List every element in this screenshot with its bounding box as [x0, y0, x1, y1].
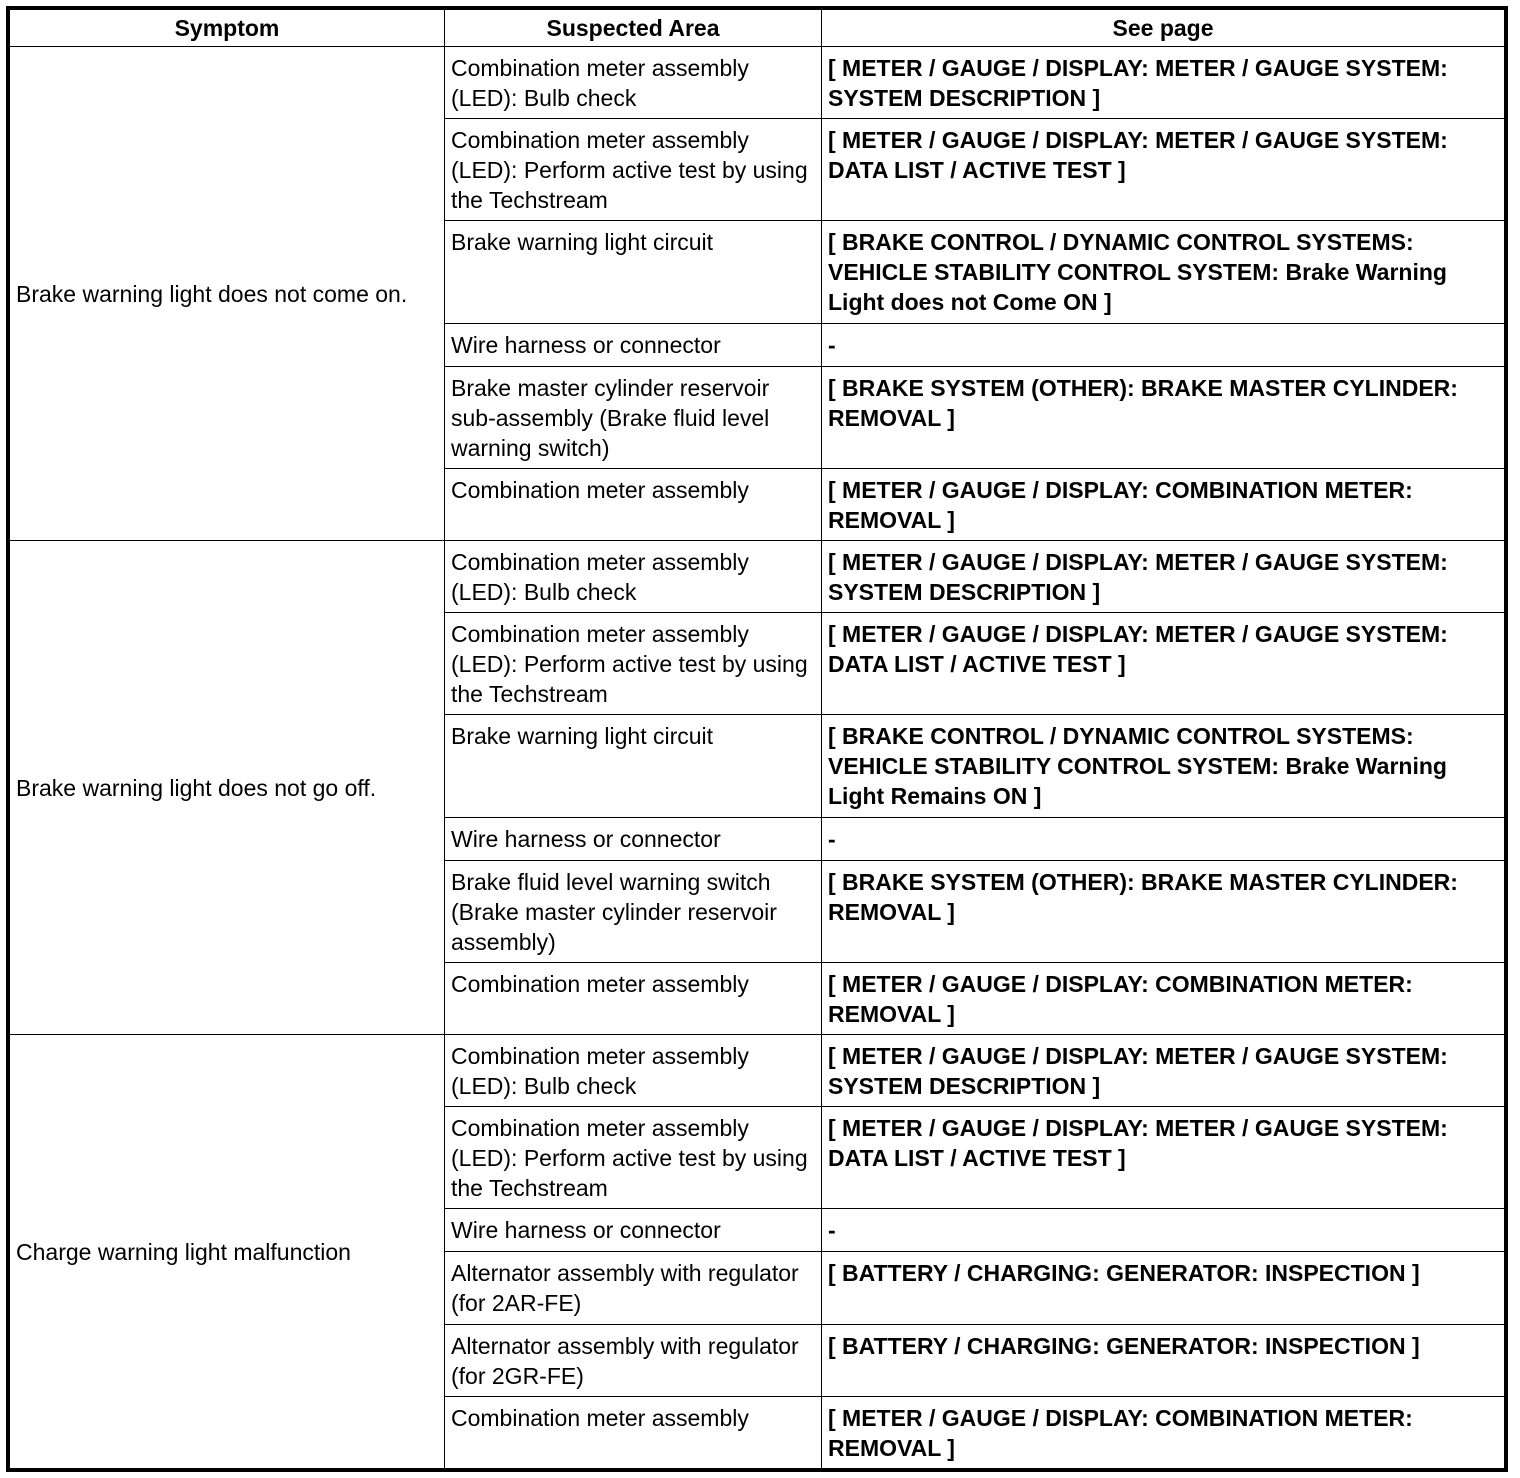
- see-page-cell: [ BRAKE CONTROL / DYNAMIC CONTROL SYSTEMS: VEHICLE STABILITY CONTROL SYSTEM: Brake Warning Light does not Come ON ]: [822, 221, 1505, 323]
- table-body: [10, 47, 1505, 1469]
- symptom-cell: Brake warning light does not go off.: [10, 540, 445, 1034]
- see-page-cell: [ METER / GAUGE / DISPLAY: METER / GAUGE SYSTEM: SYSTEM DESCRIPTION ]: [822, 1034, 1505, 1106]
- see-page-cell: [ METER / GAUGE / DISPLAY: METER / GAUGE SYSTEM: DATA LIST / ACTIVE TEST ]: [822, 613, 1505, 715]
- header-see-page: See page: [822, 10, 1505, 47]
- see-page-cell: [ METER / GAUGE / DISPLAY: METER / GAUGE SYSTEM: SYSTEM DESCRIPTION ]: [822, 540, 1505, 612]
- header-row: [10, 10, 1505, 47]
- table-row: [10, 47, 1505, 119]
- suspected-area-cell: Combination meter assembly: [445, 1396, 822, 1468]
- suspected-area-cell: Brake warning light circuit: [445, 715, 822, 817]
- suspected-area-cell: Combination meter assembly: [445, 962, 822, 1034]
- suspected-area-cell: Brake fluid level warning switch (Brake master cylinder reservoir assembly): [445, 860, 822, 962]
- troubleshooting-table-frame: [6, 6, 1508, 1472]
- header-suspected-area: Suspected Area: [445, 10, 822, 47]
- suspected-area-cell: Alternator assembly with regulator (for 2GR-FE): [445, 1324, 822, 1396]
- see-page-cell: -: [822, 817, 1505, 860]
- suspected-area-cell: Brake master cylinder reservoir sub-assembly (Brake fluid level warning switch): [445, 366, 822, 468]
- suspected-area-cell: Combination meter assembly (LED): Bulb check: [445, 540, 822, 612]
- suspected-area-cell: Wire harness or connector: [445, 1209, 822, 1252]
- see-page-cell: [ BRAKE SYSTEM (OTHER): BRAKE MASTER CYLINDER: REMOVAL ]: [822, 860, 1505, 962]
- see-page-cell: [ METER / GAUGE / DISPLAY: METER / GAUGE SYSTEM: DATA LIST / ACTIVE TEST ]: [822, 1107, 1505, 1209]
- see-page-cell: -: [822, 323, 1505, 366]
- symptom-cell: Brake warning light does not come on.: [10, 47, 445, 541]
- suspected-area-cell: Wire harness or connector: [445, 323, 822, 366]
- suspected-area-cell: Combination meter assembly: [445, 468, 822, 540]
- suspected-area-cell: Brake warning light circuit: [445, 221, 822, 323]
- symptom-cell: Charge warning light malfunction: [10, 1034, 445, 1468]
- suspected-area-cell: Combination meter assembly (LED): Perform active test by using the Techstream: [445, 613, 822, 715]
- suspected-area-cell: Combination meter assembly (LED): Bulb check: [445, 47, 822, 119]
- suspected-area-cell: Alternator assembly with regulator (for 2AR-FE): [445, 1252, 822, 1324]
- see-page-cell: [ METER / GAUGE / DISPLAY: METER / GAUGE SYSTEM: SYSTEM DESCRIPTION ]: [822, 47, 1505, 119]
- see-page-cell: [ BRAKE CONTROL / DYNAMIC CONTROL SYSTEMS: VEHICLE STABILITY CONTROL SYSTEM: Brake Warning Light Remains ON ]: [822, 715, 1505, 817]
- table-row: [10, 1034, 1505, 1106]
- table-row: [10, 540, 1505, 612]
- see-page-cell: [ BRAKE SYSTEM (OTHER): BRAKE MASTER CYLINDER: REMOVAL ]: [822, 366, 1505, 468]
- see-page-cell: [ METER / GAUGE / DISPLAY: COMBINATION METER: REMOVAL ]: [822, 962, 1505, 1034]
- see-page-cell: [ METER / GAUGE / DISPLAY: METER / GAUGE SYSTEM: DATA LIST / ACTIVE TEST ]: [822, 119, 1505, 221]
- suspected-area-cell: Combination meter assembly (LED): Perform active test by using the Techstream: [445, 1107, 822, 1209]
- see-page-cell: -: [822, 1209, 1505, 1252]
- problem-symptoms-table: [9, 9, 1505, 1469]
- see-page-cell: [ BATTERY / CHARGING: GENERATOR: INSPECTION ]: [822, 1324, 1505, 1396]
- see-page-cell: [ METER / GAUGE / DISPLAY: COMBINATION METER: REMOVAL ]: [822, 1396, 1505, 1468]
- suspected-area-cell: Combination meter assembly (LED): Perform active test by using the Techstream: [445, 119, 822, 221]
- see-page-cell: [ BATTERY / CHARGING: GENERATOR: INSPECTION ]: [822, 1252, 1505, 1324]
- suspected-area-cell: Combination meter assembly (LED): Bulb check: [445, 1034, 822, 1106]
- see-page-cell: [ METER / GAUGE / DISPLAY: COMBINATION METER: REMOVAL ]: [822, 468, 1505, 540]
- suspected-area-cell: Wire harness or connector: [445, 817, 822, 860]
- header-symptom: Symptom: [10, 10, 445, 47]
